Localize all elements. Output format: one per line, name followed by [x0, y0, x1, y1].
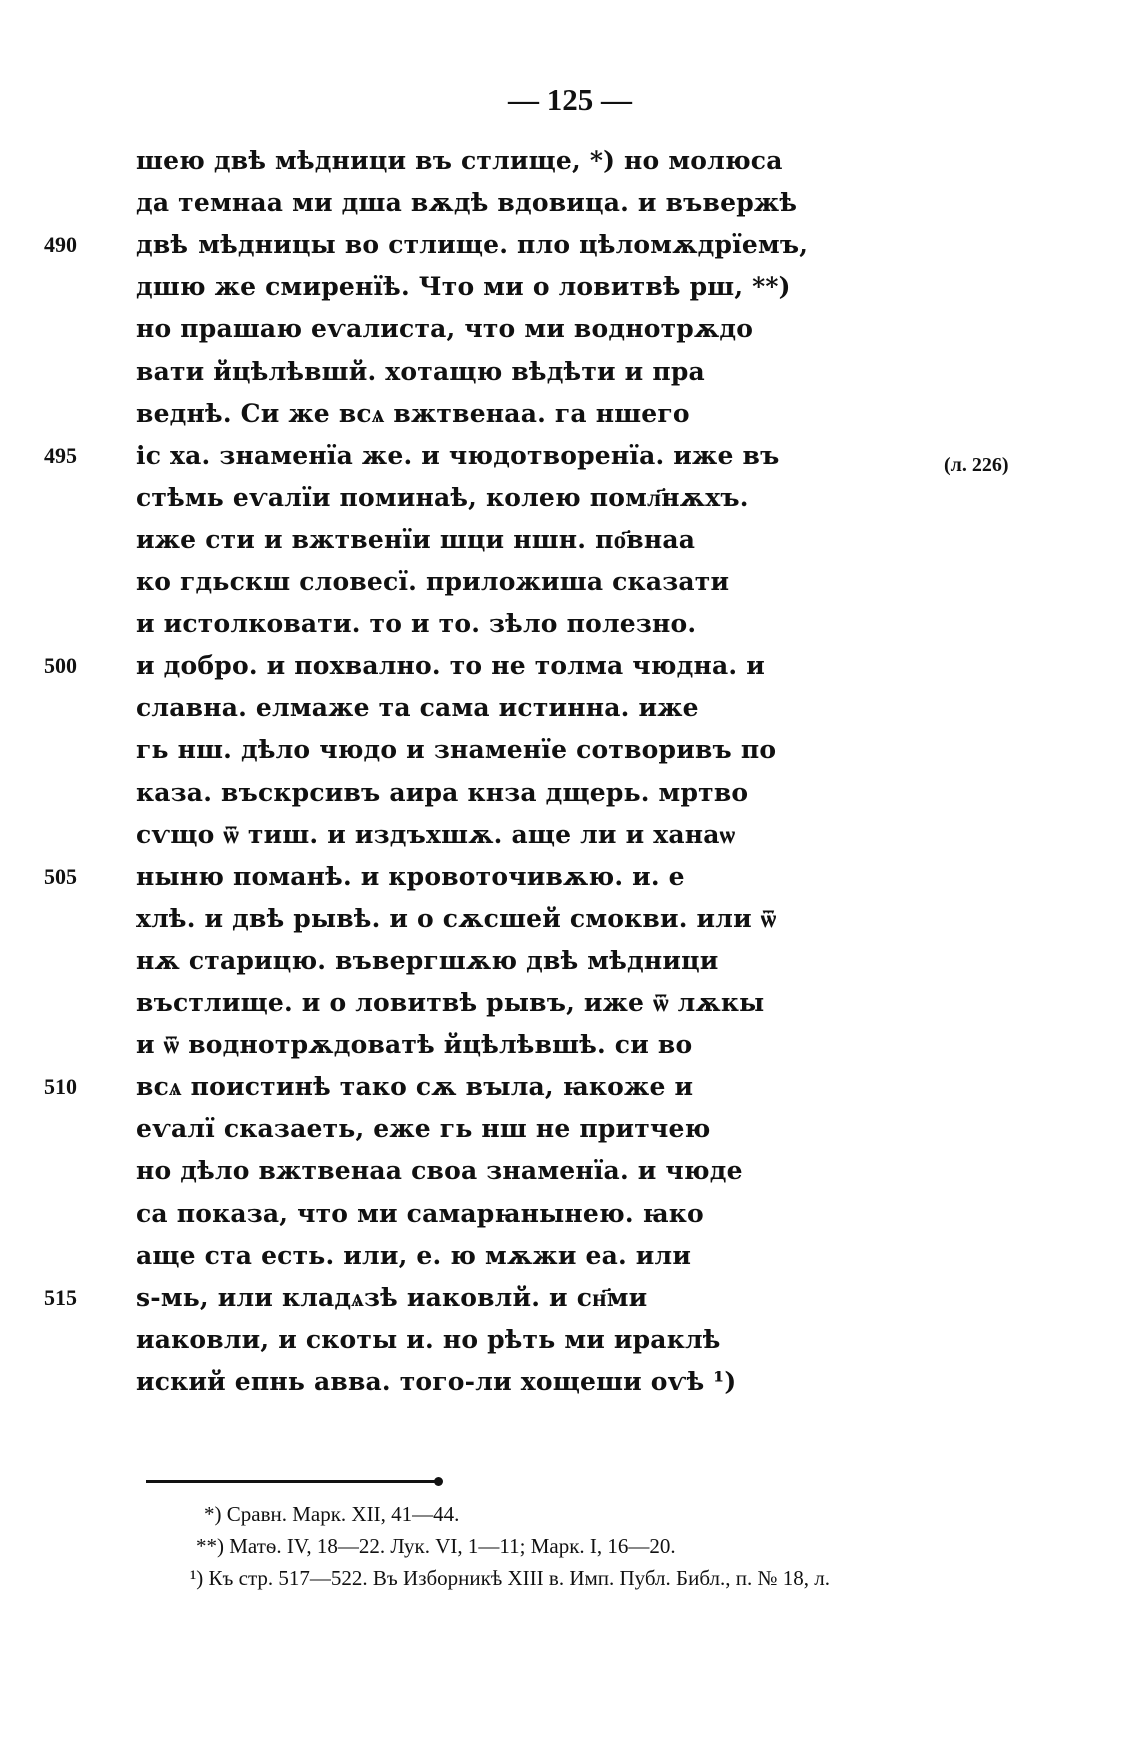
text-line: хлѣ. и двѣ рывѣ. и о сѫсшей смокви. или ѿ — [136, 904, 777, 933]
text-line: еѵалї сказаеть, еже гь нш не притчею — [136, 1114, 711, 1143]
line-number: 490 — [44, 232, 77, 257]
text-line — [136, 224, 808, 266]
text-line: дшю же смиренїѣ. Что ми о ловитвѣ рш, **) — [136, 272, 791, 301]
text-line: вати йцѣлѣвшй. хотащю вѣдѣти и пра — [136, 357, 705, 386]
text-line: иаковли, и скоты и. но рѣть ми ираклѣ — [136, 1325, 721, 1354]
line-number: 500 — [44, 653, 77, 678]
footnote-separator — [146, 1480, 436, 1483]
page-number: — 125 — — [508, 82, 632, 117]
text-line: въстлище. и о ловитвѣ рывъ, иже ѿ лѫкы — [136, 988, 765, 1017]
line-number: 510 — [44, 1074, 77, 1099]
text-line: и истолковати. то и то. зѣло полезно. — [136, 609, 697, 638]
text-line: ѕ-мь, или кладѧзѣ иаковлй. и сн҃ми — [136, 1283, 648, 1312]
text-line: веднѣ. Си же всѧ вжтвенаа. га ншего — [136, 399, 690, 428]
text-line-part: мѣдницы во стлище. пло цѣломѫдрїемъ, — [198, 230, 809, 259]
text-line: сѵщо ѿ тиш. и издъхшѫ. аще ли и ханаѡ — [136, 820, 736, 849]
text-line: иский епнь авва. того-ли хощеши оѵѣ ¹) — [136, 1367, 737, 1396]
text-line: ко гдьскш словесї. приложиша сказати — [136, 567, 730, 596]
text-line-part: двѣ — [136, 230, 189, 259]
text-line: да темнаа ми дша вѫдѣ вдовица. и въвержѣ — [136, 188, 798, 217]
line-number: 515 — [44, 1285, 77, 1310]
text-line: славна. елмаже та сама истинна. иже — [136, 693, 699, 722]
footnote-2: **) Матѳ. IV, 18—22. Лук. VI, 1—11; Марк. I, 16—20. — [196, 1534, 676, 1558]
text-line: но дѣло вжтвенаа своа знаменїа. и чюде — [136, 1156, 743, 1185]
separator-dot — [434, 1477, 443, 1486]
text-line: гь нш. дѣло чюдо и знаменїе сотворивъ по — [136, 735, 777, 764]
line-number: 505 — [44, 864, 77, 889]
text-line: каза. въскрсивъ аира кнза дщерь. мртво — [136, 778, 749, 807]
text-line: и добро. и похвално. то не толма чюдна. и — [136, 651, 765, 680]
text-line: нѫ старицю. въвергшѫю двѣ мѣдници — [136, 946, 719, 975]
text-line: но прашаю еѵалиста, что ми воднотрѫдо — [136, 314, 754, 343]
text-line: ныню поманѣ. и кровоточивѫю. и. е — [136, 862, 685, 891]
footnote-1: *) Сравн. Марк. XII, 41—44. — [204, 1502, 460, 1526]
margin-note: (л. 226) — [944, 454, 1009, 476]
text-line: аще ста есть. или, е. ю мѫжи еа. или — [136, 1241, 692, 1270]
text-line: стѣмь еѵалїи поминаѣ, колею помл҃нѫхъ. — [136, 483, 749, 512]
text-line: всѧ поистинѣ тако сѫ вꙑла, ꙗкоже и — [136, 1072, 694, 1101]
footnote-3: ¹) Къ стр. 517—522. Въ Изборникѣ XIII в. Имп. Публ. Библ., п. № 18, л. — [190, 1566, 830, 1590]
text-line: са показа, что ми самарꙗнынею. ꙗко — [136, 1199, 704, 1228]
text-line: и ѿ воднотрѫдоватѣ йцѣлѣвшѣ. си во — [136, 1030, 693, 1059]
line-number: 495 — [44, 443, 77, 468]
text-line: иже сти и вжтвенїи шци ншн. по҃внаа — [136, 525, 696, 554]
text-line: ic ха. знаменїа же. и чюдотворенїа. иже въ — [136, 441, 780, 470]
text-line: шею двѣ мѣдници въ стлище, *) но молюса — [136, 146, 783, 175]
